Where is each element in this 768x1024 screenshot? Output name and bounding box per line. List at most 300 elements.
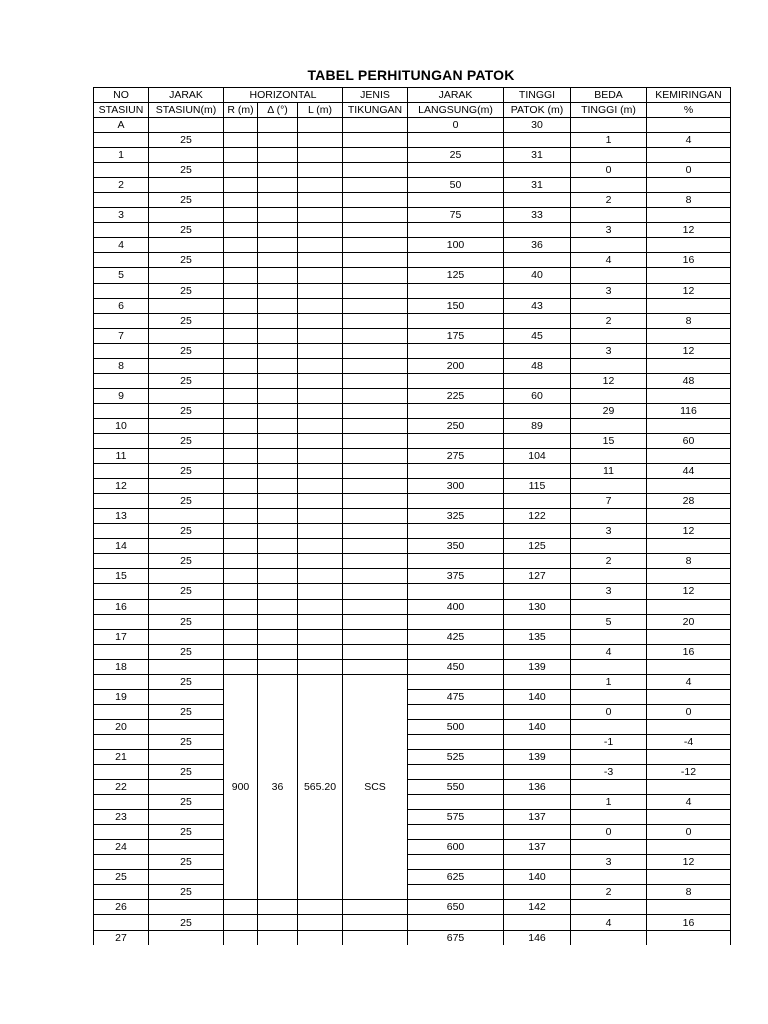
cell-no-stasiun: 2 [94, 178, 149, 193]
table-row [94, 298, 731, 313]
cell-jenis [343, 509, 408, 524]
cell-l [298, 479, 343, 494]
cell-l [298, 208, 343, 223]
cell-delta [258, 539, 298, 554]
cell-tinggi-patok [504, 915, 571, 930]
cell-tinggi-patok [504, 343, 571, 358]
cell-curve-delta: 36 [258, 674, 298, 900]
table-row [94, 148, 731, 163]
cell-beda-tinggi [571, 358, 647, 373]
cell-delta [258, 283, 298, 298]
cell-beda-tinggi: 3 [571, 524, 647, 539]
cell-beda-tinggi [571, 208, 647, 223]
cell-tinggi-patok: 122 [504, 509, 571, 524]
cell-tinggi-patok [504, 464, 571, 479]
cell-r [224, 298, 258, 313]
cell-beda-tinggi: 15 [571, 433, 647, 448]
table-row [94, 599, 731, 614]
cell-curve-l: 565.20 [298, 674, 343, 900]
cell-l [298, 464, 343, 479]
cell-l [298, 193, 343, 208]
cell-kemiringan: 8 [647, 313, 731, 328]
cell-curve-r: 900 [224, 674, 258, 900]
cell-kemiringan: 12 [647, 223, 731, 238]
cell-no-stasiun [94, 734, 149, 749]
cell-delta [258, 629, 298, 644]
cell-tinggi-patok [504, 795, 571, 810]
cell-delta [258, 343, 298, 358]
cell-beda-tinggi: 1 [571, 133, 647, 148]
cell-l [298, 268, 343, 283]
cell-beda-tinggi [571, 780, 647, 795]
table-row [94, 870, 731, 885]
cell-jenis [343, 253, 408, 268]
cell-tinggi-patok: 125 [504, 539, 571, 554]
cell-r [224, 223, 258, 238]
cell-kemiringan [647, 328, 731, 343]
cell-tinggi-patok: 140 [504, 719, 571, 734]
cell-beda-tinggi: 3 [571, 343, 647, 358]
cell-delta [258, 238, 298, 253]
cell-tinggi-patok [504, 825, 571, 840]
cell-no-stasiun [94, 313, 149, 328]
cell-jarak-langsung [408, 704, 504, 719]
cell-jarak-langsung: 625 [408, 870, 504, 885]
cell-jarak-langsung [408, 373, 504, 388]
cell-r [224, 659, 258, 674]
cell-jarak-langsung: 525 [408, 749, 504, 764]
cell-jarak-stasiun [149, 328, 224, 343]
table-row [94, 373, 731, 388]
cell-no-stasiun: 12 [94, 479, 149, 494]
cell-delta [258, 599, 298, 614]
cell-r [224, 509, 258, 524]
cell-no-stasiun: 23 [94, 810, 149, 825]
cell-beda-tinggi: 3 [571, 283, 647, 298]
cell-jarak-langsung: 575 [408, 810, 504, 825]
cell-l [298, 133, 343, 148]
cell-tinggi-patok [504, 403, 571, 418]
cell-jarak-stasiun: 25 [149, 433, 224, 448]
cell-jarak-stasiun: 25 [149, 614, 224, 629]
cell-jarak-langsung [408, 193, 504, 208]
table-row [94, 464, 731, 479]
cell-no-stasiun [94, 403, 149, 418]
cell-l [298, 433, 343, 448]
cell-delta [258, 509, 298, 524]
cell-jarak-stasiun [149, 298, 224, 313]
cell-kemiringan [647, 208, 731, 223]
cell-kemiringan: 12 [647, 584, 731, 599]
cell-no-stasiun [94, 524, 149, 539]
cell-beda-tinggi [571, 900, 647, 915]
cell-r [224, 148, 258, 163]
cell-kemiringan [647, 358, 731, 373]
cell-r [224, 313, 258, 328]
cell-r [224, 403, 258, 418]
cell-jarak-stasiun [149, 509, 224, 524]
cell-no-stasiun: 25 [94, 870, 149, 885]
cell-tinggi-patok: 137 [504, 810, 571, 825]
header-patok-m: PATOK (m) [504, 103, 571, 118]
cell-tinggi-patok [504, 253, 571, 268]
cell-kemiringan [647, 479, 731, 494]
cell-l [298, 644, 343, 659]
cell-jarak-stasiun: 25 [149, 373, 224, 388]
cell-jarak-langsung: 125 [408, 268, 504, 283]
cell-kemiringan [647, 449, 731, 464]
cell-no-stasiun [94, 915, 149, 930]
cell-jarak-stasiun [149, 659, 224, 674]
cell-beda-tinggi [571, 328, 647, 343]
cell-l [298, 163, 343, 178]
cell-l [298, 539, 343, 554]
table-row [94, 238, 731, 253]
cell-l [298, 223, 343, 238]
table-row [94, 584, 731, 599]
cell-jarak-stasiun: 25 [149, 494, 224, 509]
header-r: R (m) [224, 103, 258, 118]
cell-r [224, 584, 258, 599]
cell-kemiringan: -4 [647, 734, 731, 749]
cell-jenis [343, 539, 408, 554]
cell-r [224, 283, 258, 298]
cell-jarak-langsung [408, 343, 504, 358]
cell-no-stasiun: 15 [94, 569, 149, 584]
cell-beda-tinggi: 0 [571, 163, 647, 178]
cell-tinggi-patok: 140 [504, 870, 571, 885]
cell-kemiringan: 0 [647, 825, 731, 840]
cell-no-stasiun: 26 [94, 900, 149, 915]
cell-tinggi-patok [504, 313, 571, 328]
cell-delta [258, 388, 298, 403]
cell-beda-tinggi: 2 [571, 554, 647, 569]
cell-tinggi-patok [504, 734, 571, 749]
table-row [94, 133, 731, 148]
table-row [94, 749, 731, 764]
cell-tinggi-patok [504, 674, 571, 689]
cell-kemiringan: 60 [647, 433, 731, 448]
cell-beda-tinggi [571, 569, 647, 584]
table-row [94, 479, 731, 494]
cell-beda-tinggi [571, 148, 647, 163]
cell-kemiringan [647, 749, 731, 764]
cell-jarak-langsung [408, 674, 504, 689]
cell-jenis [343, 479, 408, 494]
cell-tinggi-patok: 31 [504, 178, 571, 193]
cell-no-stasiun: 4 [94, 238, 149, 253]
table-row [94, 403, 731, 418]
cell-tinggi-patok [504, 614, 571, 629]
cell-delta [258, 253, 298, 268]
table-row [94, 539, 731, 554]
cell-tinggi-patok: 33 [504, 208, 571, 223]
cell-jarak-stasiun [149, 629, 224, 644]
cell-beda-tinggi [571, 870, 647, 885]
cell-no-stasiun: 18 [94, 659, 149, 674]
cell-jenis [343, 298, 408, 313]
cell-jenis [343, 238, 408, 253]
cell-no-stasiun [94, 343, 149, 358]
cell-jarak-stasiun [149, 268, 224, 283]
cell-beda-tinggi [571, 749, 647, 764]
cell-jarak-langsung: 175 [408, 328, 504, 343]
cell-jarak-langsung: 275 [408, 449, 504, 464]
cell-no-stasiun [94, 885, 149, 900]
cell-no-stasiun [94, 795, 149, 810]
cell-jarak-stasiun [149, 238, 224, 253]
table-row [94, 313, 731, 328]
table-row [94, 915, 731, 930]
cell-delta [258, 148, 298, 163]
cell-jarak-stasiun [149, 178, 224, 193]
cell-kemiringan [647, 178, 731, 193]
cell-jarak-stasiun: 25 [149, 223, 224, 238]
cell-beda-tinggi: 3 [571, 584, 647, 599]
cell-no-stasiun: 7 [94, 328, 149, 343]
cell-tinggi-patok: 48 [504, 358, 571, 373]
header-langsung-m: LANGSUNG(m) [408, 103, 504, 118]
cell-jarak-stasiun: 25 [149, 524, 224, 539]
cell-r [224, 208, 258, 223]
cell-jarak-langsung: 150 [408, 298, 504, 313]
table-row [94, 704, 731, 719]
cell-jarak-langsung: 225 [408, 388, 504, 403]
cell-jenis [343, 449, 408, 464]
cell-kemiringan: 16 [647, 644, 731, 659]
cell-tinggi-patok: 36 [504, 238, 571, 253]
cell-no-stasiun [94, 704, 149, 719]
table-row [94, 900, 731, 915]
cell-r [224, 163, 258, 178]
cell-kemiringan [647, 268, 731, 283]
cell-jarak-stasiun [149, 840, 224, 855]
cell-jarak-langsung [408, 253, 504, 268]
cell-delta [258, 328, 298, 343]
cell-jenis [343, 208, 408, 223]
cell-kemiringan: 12 [647, 855, 731, 870]
cell-r [224, 599, 258, 614]
cell-beda-tinggi [571, 840, 647, 855]
cell-beda-tinggi [571, 418, 647, 433]
cell-l [298, 343, 343, 358]
cell-no-stasiun [94, 674, 149, 689]
cell-l [298, 298, 343, 313]
header-no: NO [94, 88, 149, 103]
cell-kemiringan [647, 569, 731, 584]
table-row [94, 840, 731, 855]
cell-l [298, 283, 343, 298]
header-tikungan: TIKUNGAN [343, 103, 408, 118]
header-delta: Δ (°) [258, 103, 298, 118]
cell-r [224, 268, 258, 283]
table-row [94, 885, 731, 900]
cell-no-stasiun [94, 464, 149, 479]
cell-l [298, 554, 343, 569]
cell-kemiringan: 20 [647, 614, 731, 629]
cell-no-stasiun [94, 855, 149, 870]
cell-l [298, 584, 343, 599]
table-row [94, 780, 731, 795]
cell-curve-jenis: SCS [343, 674, 408, 900]
table-row [94, 388, 731, 403]
cell-tinggi-patok: 30 [504, 118, 571, 133]
cell-kemiringan [647, 780, 731, 795]
cell-jenis [343, 418, 408, 433]
cell-kemiringan: 12 [647, 524, 731, 539]
cell-no-stasiun [94, 825, 149, 840]
table-row [94, 118, 731, 133]
table-row [94, 810, 731, 825]
cell-r [224, 629, 258, 644]
cell-no-stasiun: 5 [94, 268, 149, 283]
cell-tinggi-patok [504, 765, 571, 780]
cell-kemiringan: 44 [647, 464, 731, 479]
cell-jarak-langsung [408, 283, 504, 298]
cell-no-stasiun: 27 [94, 930, 149, 945]
cell-delta [258, 313, 298, 328]
cell-tinggi-patok [504, 163, 571, 178]
cell-l [298, 403, 343, 418]
cell-jarak-langsung [408, 765, 504, 780]
cell-tinggi-patok: 115 [504, 479, 571, 494]
cell-delta [258, 373, 298, 388]
cell-jarak-langsung [408, 464, 504, 479]
cell-jenis [343, 268, 408, 283]
cell-delta [258, 915, 298, 930]
cell-kemiringan: 4 [647, 795, 731, 810]
cell-jarak-stasiun [149, 208, 224, 223]
header-tinggi-m: TINGGI (m) [571, 103, 647, 118]
cell-beda-tinggi: 7 [571, 494, 647, 509]
cell-jarak-stasiun [149, 418, 224, 433]
cell-r [224, 253, 258, 268]
cell-kemiringan: 12 [647, 343, 731, 358]
cell-beda-tinggi [571, 629, 647, 644]
cell-no-stasiun: 22 [94, 780, 149, 795]
cell-jarak-stasiun [149, 479, 224, 494]
cell-delta [258, 464, 298, 479]
cell-l [298, 388, 343, 403]
cell-jarak-langsung: 450 [408, 659, 504, 674]
cell-jarak-langsung [408, 554, 504, 569]
cell-r [224, 358, 258, 373]
cell-kemiringan: 16 [647, 253, 731, 268]
cell-beda-tinggi: 1 [571, 795, 647, 810]
cell-r [224, 373, 258, 388]
cell-jarak-langsung [408, 795, 504, 810]
cell-jarak-stasiun [149, 539, 224, 554]
cell-no-stasiun: A [94, 118, 149, 133]
cell-tinggi-patok [504, 524, 571, 539]
cell-tinggi-patok [504, 223, 571, 238]
cell-r [224, 464, 258, 479]
cell-delta [258, 358, 298, 373]
cell-no-stasiun [94, 373, 149, 388]
cell-delta [258, 178, 298, 193]
cell-l [298, 629, 343, 644]
cell-kemiringan: 4 [647, 674, 731, 689]
table-row [94, 719, 731, 734]
cell-beda-tinggi [571, 689, 647, 704]
table-row [94, 930, 731, 945]
cell-no-stasiun [94, 283, 149, 298]
cell-r [224, 193, 258, 208]
cell-beda-tinggi [571, 599, 647, 614]
cell-r [224, 539, 258, 554]
cell-beda-tinggi: 1 [571, 674, 647, 689]
cell-kemiringan: 116 [647, 403, 731, 418]
cell-beda-tinggi: 29 [571, 403, 647, 418]
cell-jarak-stasiun [149, 719, 224, 734]
cell-no-stasiun: 14 [94, 539, 149, 554]
table-row [94, 509, 731, 524]
cell-tinggi-patok: 142 [504, 900, 571, 915]
cell-tinggi-patok: 140 [504, 689, 571, 704]
cell-l [298, 494, 343, 509]
header-stasiun-m: STASIUN(m) [149, 103, 224, 118]
cell-l [298, 524, 343, 539]
cell-l [298, 569, 343, 584]
cell-delta [258, 554, 298, 569]
cell-tinggi-patok: 139 [504, 659, 571, 674]
cell-delta [258, 298, 298, 313]
cell-no-stasiun [94, 554, 149, 569]
cell-jarak-stasiun [149, 599, 224, 614]
cell-l [298, 509, 343, 524]
cell-l [298, 614, 343, 629]
cell-jarak-langsung: 50 [408, 178, 504, 193]
cell-jenis [343, 584, 408, 599]
cell-delta [258, 208, 298, 223]
cell-no-stasiun [94, 584, 149, 599]
cell-l [298, 313, 343, 328]
cell-jarak-stasiun [149, 388, 224, 403]
cell-no-stasiun [94, 433, 149, 448]
cell-delta [258, 494, 298, 509]
header-tinggi: TINGGI [504, 88, 571, 103]
cell-jarak-langsung [408, 885, 504, 900]
cell-kemiringan: 48 [647, 373, 731, 388]
table-row [94, 223, 731, 238]
cell-no-stasiun: 8 [94, 358, 149, 373]
cell-delta [258, 614, 298, 629]
cell-beda-tinggi [571, 238, 647, 253]
table-row [94, 178, 731, 193]
cell-kemiringan [647, 118, 731, 133]
cell-jarak-langsung: 350 [408, 539, 504, 554]
cell-jenis [343, 930, 408, 945]
cell-r [224, 449, 258, 464]
cell-jarak-stasiun: 25 [149, 584, 224, 599]
header-stasiun: STASIUN [94, 103, 149, 118]
cell-jarak-stasiun [149, 358, 224, 373]
cell-tinggi-patok: 139 [504, 749, 571, 764]
cell-delta [258, 223, 298, 238]
cell-jarak-langsung [408, 614, 504, 629]
cell-r [224, 915, 258, 930]
cell-no-stasiun: 1 [94, 148, 149, 163]
cell-tinggi-patok [504, 554, 571, 569]
cell-no-stasiun [94, 253, 149, 268]
header-percent: % [647, 103, 731, 118]
cell-l [298, 358, 343, 373]
cell-kemiringan [647, 629, 731, 644]
cell-beda-tinggi [571, 449, 647, 464]
cell-jenis [343, 148, 408, 163]
cell-beda-tinggi [571, 930, 647, 945]
cell-jarak-stasiun: 25 [149, 163, 224, 178]
